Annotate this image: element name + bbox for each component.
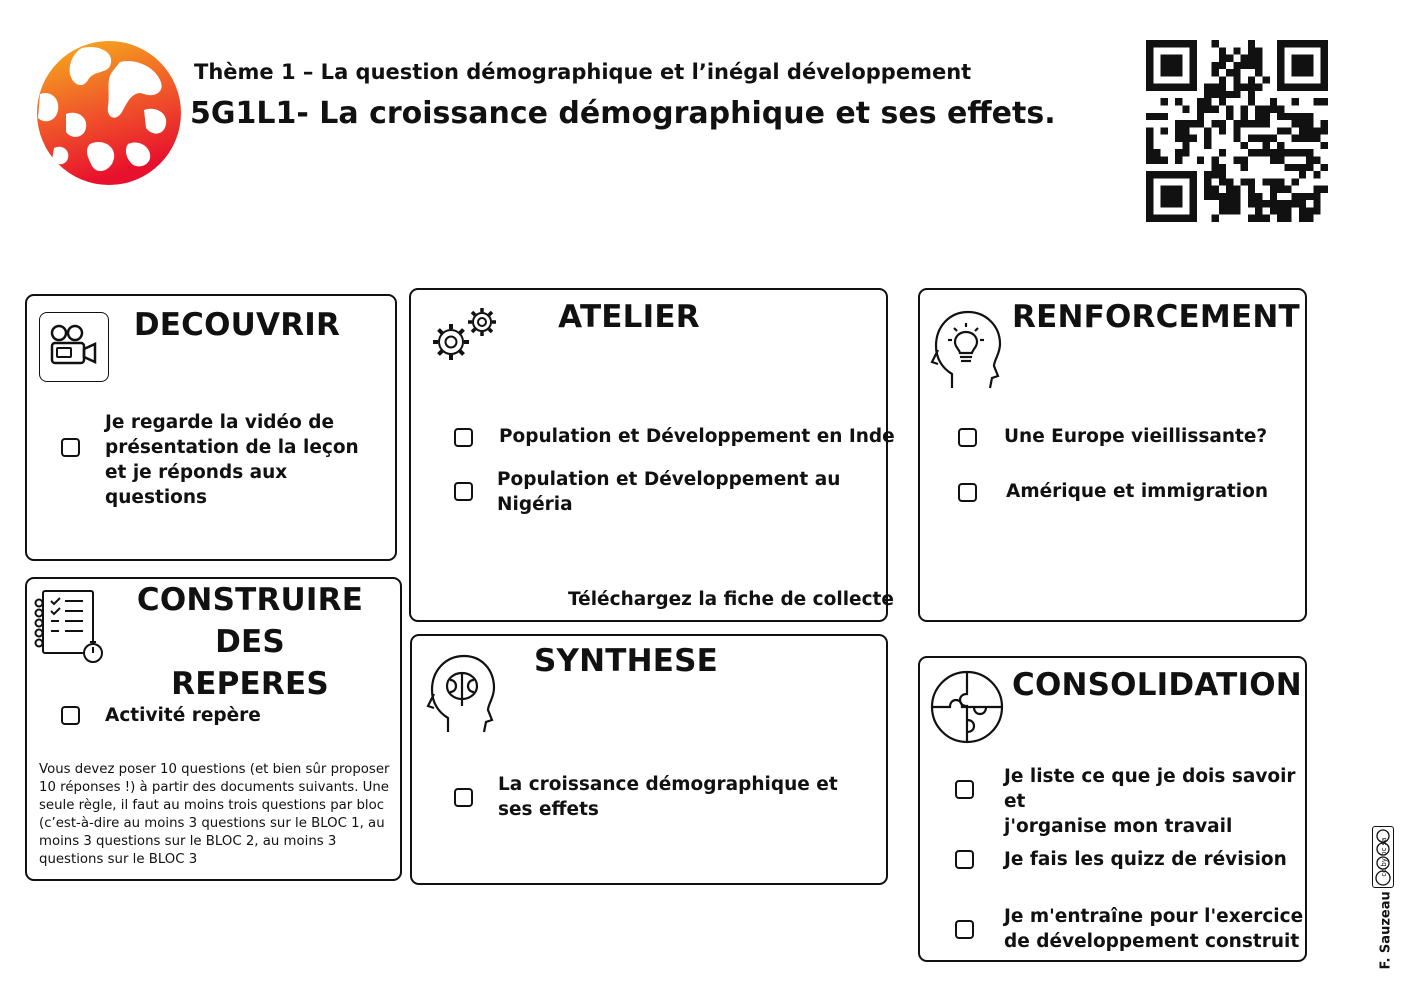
task-checkbox[interactable] (955, 920, 974, 939)
consolidation-title: CONSOLIDATION (1012, 667, 1302, 703)
atelier-card (409, 288, 895, 622)
gears-icon (427, 304, 503, 366)
task-checkbox[interactable] (454, 482, 473, 501)
license-text: cc by nc sa (1380, 837, 1388, 877)
checklist-timer-icon (31, 587, 109, 665)
qr-code[interactable] (1146, 40, 1328, 222)
atelier-title: ATELIER (558, 299, 700, 335)
task-checkbox[interactable] (61, 438, 80, 457)
decouvrir-card (25, 294, 397, 561)
task-label: Je liste ce que je dois savoir et j'organise mon travail (1004, 766, 1296, 837)
task-label: Population et Développement en Inde (499, 426, 895, 447)
decouvrir-title: DECOUVRIR (133, 307, 341, 343)
task-label: Activité repère (105, 705, 261, 726)
task-label: Amérique et immigration (1006, 481, 1268, 502)
lightbulb-head-icon (930, 304, 1006, 392)
synthese-title: SYNTHESE (533, 643, 719, 679)
task-checkbox[interactable] (454, 428, 473, 447)
reperes-card (25, 577, 402, 881)
author-credit: F. Sauzeau (1378, 891, 1394, 970)
puzzle-icon (930, 670, 1004, 744)
synthese-card (410, 634, 888, 885)
task-checkbox[interactable] (955, 850, 974, 869)
task-checkbox[interactable] (955, 780, 974, 799)
consolidation-card (918, 656, 1307, 962)
cc-license-badge (1372, 826, 1394, 888)
task-checkbox[interactable] (958, 428, 977, 447)
renforcement-title: RENFORCEMENT (1012, 299, 1300, 335)
task-label: La croissance démographique et ses effets (498, 774, 838, 820)
download-link[interactable]: Téléchargez la fiche de collecte (568, 589, 894, 610)
video-camera-icon (39, 312, 109, 382)
task-label: Je m'entraîne pour l'exercice de développement construit (1004, 906, 1304, 952)
task-label: Population et Développement au Nigéria (497, 469, 841, 515)
lesson-title: 5G1L1- La croissance démographique et ses effets. (190, 96, 1056, 131)
globe-logo (36, 40, 182, 186)
reperes-instructions: Vous devez poser 10 questions (et bien sûr proposer 10 réponses !) à partir des documents suivants. Une seule règle, il faut au moins trois questions par bloc (c’est-à-dire au moins 3 questions sur le BLOC 1, au moins 3 questions sur le BLOC 2, au moins 3 questions sur le BLOC 3 (39, 762, 390, 867)
theme-heading: Thème 1 – La question démographique et l’inégal développement (194, 60, 972, 84)
task-label: Je fais les quizz de révision (1004, 849, 1287, 870)
brain-head-icon (424, 648, 500, 736)
task-checkbox[interactable] (61, 706, 80, 725)
task-checkbox[interactable] (454, 788, 473, 807)
task-label: Une Europe vieillissante? (1004, 426, 1268, 447)
task-label: Je regarde la vidéo de présentation de la leçon et je réponds aux questions (105, 412, 359, 508)
task-checkbox[interactable] (958, 483, 977, 502)
renforcement-card (918, 288, 1307, 622)
reperes-title: CONSTRUIRE DES REPERES (136, 582, 364, 702)
